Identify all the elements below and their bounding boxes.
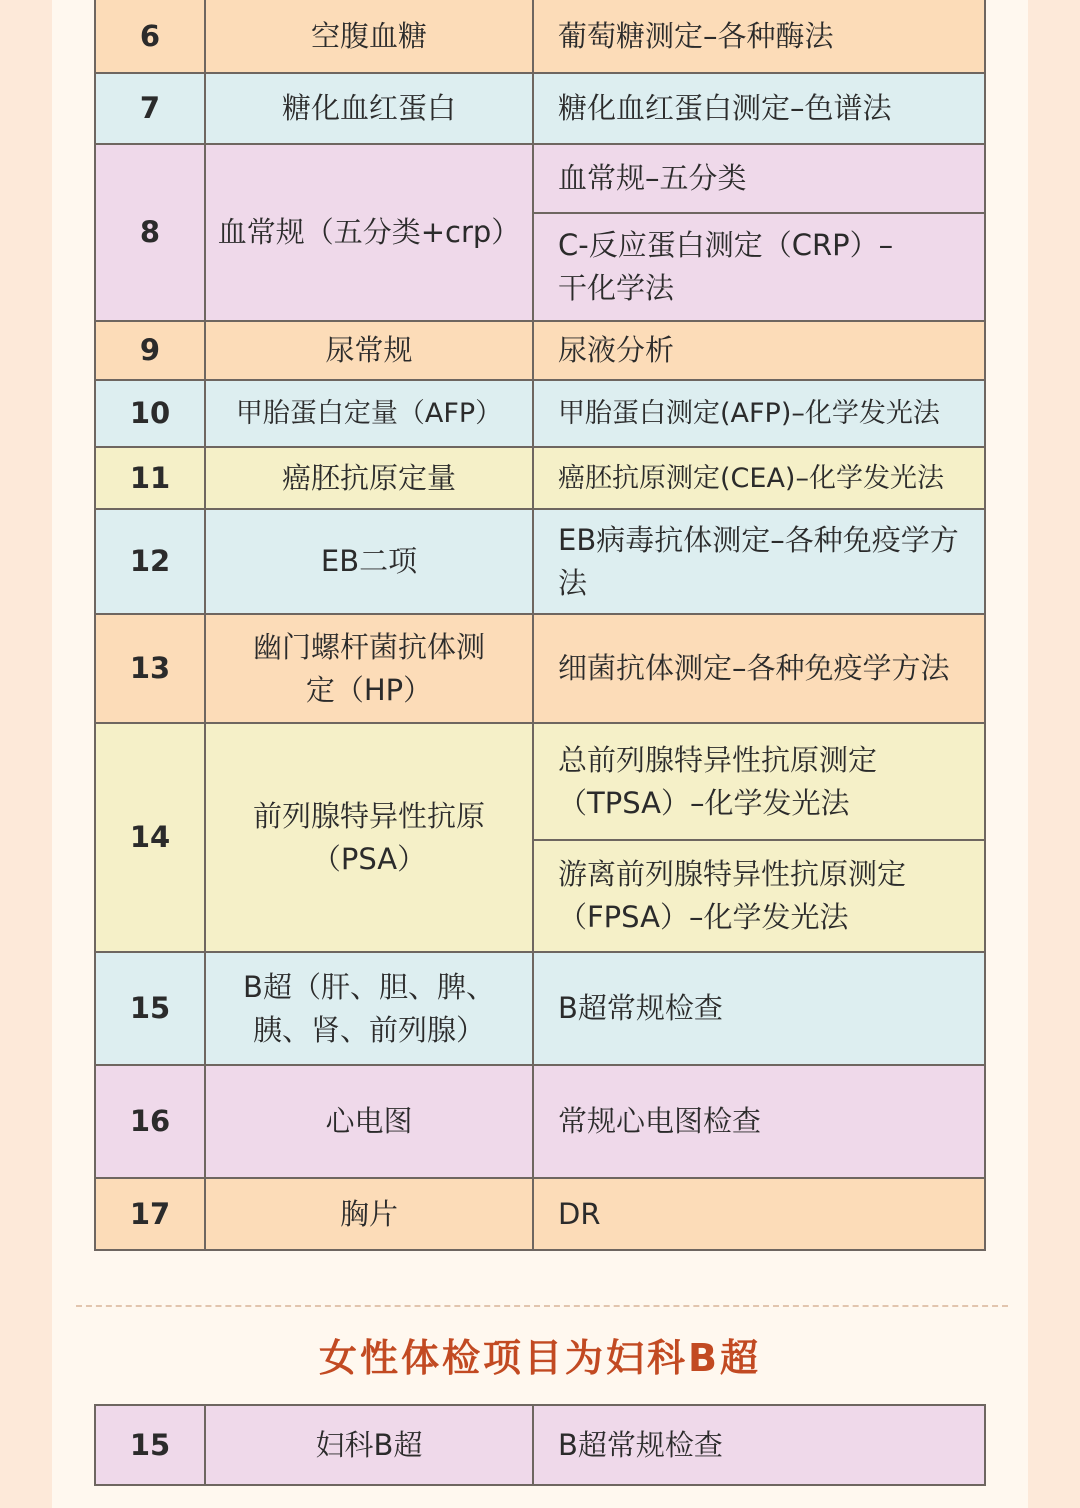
table-row [95,1065,985,1178]
exam-method: 葡萄糖测定–各种酶法 [533,0,985,73]
exam-items-table [94,0,986,1251]
exam-method: 总前列腺特异性抗原测定（TPSA）–化学发光法 [533,723,985,840]
row-number: 11 [95,447,205,509]
exam-item: 空腹血糖 [205,0,533,73]
exam-item: 妇科B超 [205,1405,533,1485]
exam-item: 甲胎蛋白定量（AFP） [205,380,533,447]
exam-method: 常规心电图检查 [533,1065,985,1178]
row-number: 15 [95,1405,205,1485]
row-number: 9 [95,321,205,380]
exam-method: 血常规–五分类 [533,144,985,213]
table-row [95,952,985,1065]
table-row [95,723,985,840]
row-number: 6 [95,0,205,73]
exam-method: 游离前列腺特异性抗原测定（FPSA）–化学发光法 [533,840,985,952]
exam-item: 尿常规 [205,321,533,380]
row-number: 8 [95,144,205,321]
row-number: 17 [95,1178,205,1250]
table-row [95,447,985,509]
table-row [95,321,985,380]
table-row [95,73,985,144]
exam-item: 癌胚抗原定量 [205,447,533,509]
table-row [95,0,985,73]
exam-item: 前列腺特异性抗原（PSA） [205,723,533,952]
row-number: 10 [95,380,205,447]
row-number: 13 [95,614,205,723]
exam-item: 血常规（五分类+crp） [205,144,533,321]
exam-method: 癌胚抗原测定(CEA)–化学发光法 [533,447,985,509]
female-section-title: 女性体检项目为妇科B超 [319,1336,761,1380]
table-row [95,509,985,614]
exam-item: EB二项 [205,509,533,614]
row-number: 16 [95,1065,205,1178]
exam-item: B超（肝、胆、脾、胰、肾、前列腺） [205,952,533,1065]
exam-method: B超常规检查 [533,952,985,1065]
exam-method: C-反应蛋白测定（CRP）–干化学法 [533,213,985,321]
table-row [95,380,985,447]
table-row [95,144,985,213]
exam-method: EB病毒抗体测定–各种免疫学方法 [533,509,985,614]
exam-method: 甲胎蛋白测定(AFP)–化学发光法 [533,380,985,447]
exam-item: 心电图 [205,1065,533,1178]
exam-item: 胸片 [205,1178,533,1250]
row-number: 15 [95,952,205,1065]
row-number: 12 [95,509,205,614]
exam-method: 尿液分析 [533,321,985,380]
row-number: 7 [95,73,205,144]
exam-method: B超常规检查 [533,1405,985,1485]
exam-method: 糖化血红蛋白测定–色谱法 [533,73,985,144]
exam-method: DR [533,1178,985,1250]
table-row [95,1178,985,1250]
exam-item: 糖化血红蛋白 [205,73,533,144]
section-divider [76,1305,1008,1307]
table-row [95,1405,985,1485]
table-row [95,614,985,723]
row-number: 14 [95,723,205,952]
female-exam-table [94,1404,986,1486]
exam-method: 细菌抗体测定–各种免疫学方法 [533,614,985,723]
exam-item: 幽门螺杆菌抗体测定（HP） [205,614,533,723]
